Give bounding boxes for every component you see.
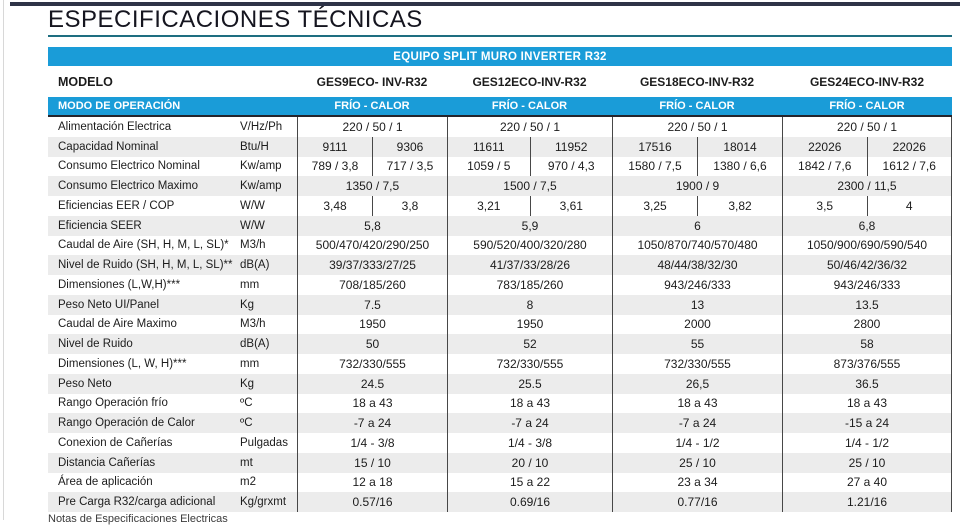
mode-value: FRÍO - CALOR — [334, 100, 410, 112]
spec-value-group — [612, 275, 782, 295]
spec-value: 1050/870/740/570/480 — [637, 238, 758, 253]
table-row — [48, 117, 952, 137]
spec-value-group — [782, 196, 952, 216]
spec-value-group — [447, 334, 612, 354]
spec-value-group — [447, 394, 612, 414]
spec-value-group — [297, 236, 447, 256]
table-banner: EQUIPO SPLIT MURO INVERTER R32 — [48, 47, 952, 66]
spec-row-label: Rango Operación de Calor — [58, 417, 195, 430]
spec-value-group — [447, 374, 612, 394]
spec-row-unit: mm — [240, 357, 260, 370]
spec-value: 7.5 — [364, 297, 381, 312]
table-row — [48, 394, 952, 414]
spec-value-group — [297, 275, 447, 295]
spec-value: 970 / 4,3 — [530, 157, 613, 177]
spec-value-group — [297, 315, 447, 335]
spec-value: 220 / 50 / 1 — [667, 119, 728, 134]
spec-row-unit: Kw/amp — [240, 160, 282, 173]
spec-value: 2300 / 11,5 — [837, 179, 897, 194]
table-row — [48, 157, 952, 177]
spec-value: 22026 — [867, 137, 952, 157]
model-name-ges18: GES18ECO-INV-R32 — [639, 74, 755, 89]
spec-value: 590/520/400/320/280 — [473, 238, 587, 253]
spec-value: 25 / 10 — [679, 455, 716, 470]
spec-value: 4 — [867, 196, 952, 216]
spec-value-group — [612, 433, 782, 453]
footnote: Notas de Especificaciones Electricas — [48, 513, 228, 525]
spec-value-group — [612, 413, 782, 433]
spec-value-group — [297, 433, 447, 453]
spec-row-label: Eficiencia SEER — [58, 219, 142, 232]
spec-value: 2000 — [684, 317, 711, 332]
table-row — [48, 334, 952, 354]
spec-value-group — [782, 492, 952, 512]
spec-rows — [48, 117, 952, 512]
spec-value: 732/330/555 — [496, 356, 564, 371]
spec-row-label: Caudal de Aire Maximo — [58, 318, 177, 331]
spec-value: 9111 — [322, 139, 348, 154]
spec-row-label: Consumo Electrico Nominal — [58, 160, 200, 173]
spec-value: 18 a 43 — [352, 396, 393, 411]
spec-value-group — [447, 413, 612, 433]
spec-value: 36.5 — [855, 376, 879, 391]
spec-value: 1950 — [516, 317, 544, 332]
spec-row-label: Eficiencias EER / COP — [58, 199, 175, 212]
spec-value-group — [782, 236, 952, 256]
spec-value: 50 — [365, 337, 380, 352]
spec-value: 0.57/16 — [352, 495, 393, 510]
spec-value: 1/4 - 3/8 — [350, 435, 395, 450]
spec-row-label: Capacidad Nominal — [58, 140, 159, 153]
spec-row-unit: V/Hz/Ph — [240, 120, 283, 133]
spec-row-unit: m2 — [240, 476, 256, 489]
spec-value: 20 / 10 — [511, 455, 549, 470]
spec-value-group — [782, 394, 952, 414]
spec-value: 1612 / 7,6 — [867, 157, 952, 177]
spec-value-group — [782, 315, 952, 335]
spec-value-group — [612, 473, 782, 493]
spec-row-unit: Kg — [240, 298, 255, 311]
spec-row-label: Peso Neto UI/Panel — [58, 298, 160, 311]
spec-row-label: Alimentación Electrica — [58, 120, 172, 133]
spec-value-group — [297, 117, 447, 137]
spec-value-group — [447, 275, 612, 295]
mode-value: FRÍO - CALOR — [659, 100, 735, 112]
spec-value: 1842 / 7,6 — [798, 159, 852, 174]
spec-row-label: Nivel de Ruido — [58, 338, 133, 351]
table-row — [48, 492, 952, 512]
spec-value: 22026 — [808, 139, 842, 154]
spec-value-group — [782, 137, 952, 157]
spec-value-group — [297, 295, 447, 315]
spec-value-group — [447, 216, 612, 236]
spec-value-group — [782, 354, 952, 374]
table-row — [48, 236, 952, 256]
spec-value-group — [297, 137, 447, 157]
spec-value: 1350 / 7,5 — [345, 179, 400, 194]
spec-value: 220 / 50 / 1 — [499, 119, 561, 134]
spec-value-group — [612, 492, 782, 512]
spec-value: 58 — [860, 337, 874, 352]
spec-row-unit: mt — [240, 456, 253, 469]
spec-row-unit: ºC — [240, 397, 253, 410]
spec-value: 5,8 — [364, 218, 381, 233]
spec-value: 41/37/33/28/26 — [489, 258, 571, 273]
table-row — [48, 473, 952, 493]
spec-value-group — [612, 453, 782, 473]
spec-value: 783/185/260 — [496, 277, 564, 292]
spec-value-group — [447, 295, 612, 315]
spec-value-group — [297, 334, 447, 354]
spec-value: 23 a 34 — [677, 475, 718, 490]
spec-value: 1/4 - 1/2 — [675, 435, 720, 450]
spec-value: 6,8 — [858, 218, 876, 233]
spec-value: 1/4 - 1/2 — [844, 435, 890, 450]
spec-value-group — [447, 117, 612, 137]
spec-row-unit: Kw/amp — [240, 180, 282, 193]
table-row — [48, 433, 952, 453]
title-underline — [48, 35, 952, 37]
spec-value: 1580 / 7,5 — [628, 159, 682, 174]
spec-row-label: Conexion de Cañerías — [58, 436, 173, 449]
table-row — [48, 255, 952, 275]
spec-value: 1050/900/690/590/540 — [806, 238, 928, 253]
spec-value-group — [612, 236, 782, 256]
spec-value: 3,61 — [530, 196, 613, 216]
spec-value: 220 / 50 / 1 — [342, 119, 403, 134]
table-row — [48, 453, 952, 473]
spec-value: 1500 / 7,5 — [503, 179, 557, 194]
spec-row-label: Peso Neto — [58, 377, 112, 390]
spec-value-group — [782, 216, 952, 236]
spec-value-group — [782, 334, 952, 354]
spec-value-group — [447, 473, 612, 493]
spec-row-unit: dB(A) — [240, 338, 270, 351]
spec-row-label: Dimensiones (L,W,H)*** — [58, 278, 181, 291]
spec-value-group — [782, 176, 952, 196]
spec-value: 15 a 22 — [509, 475, 551, 490]
spec-value: 52 — [523, 337, 537, 352]
spec-value-group — [297, 216, 447, 236]
spec-row-label: Área de aplicación — [58, 476, 153, 489]
spec-value-group — [612, 255, 782, 275]
spec-value: 13 — [690, 297, 705, 312]
spec-row-unit: M3/h — [240, 239, 266, 252]
spec-value-group — [612, 354, 782, 374]
spec-value: 27 a 40 — [846, 475, 888, 490]
spec-value-group — [782, 473, 952, 493]
spec-value: 9306 — [372, 137, 447, 157]
spec-value-group — [297, 473, 447, 493]
spec-value: 943/246/333 — [664, 277, 731, 292]
table-row — [48, 137, 952, 157]
spec-value-group — [612, 315, 782, 335]
spec-value-group — [782, 157, 952, 177]
spec-row-unit: Pulgadas — [240, 436, 288, 449]
model-name-ges12: GES12ECO-INV-R32 — [472, 74, 587, 89]
table-row — [48, 196, 952, 216]
spec-value: 8 — [526, 297, 534, 312]
mode-value: FRÍO - CALOR — [829, 100, 905, 112]
spec-value-group — [447, 137, 612, 157]
spec-value: 1059 / 5 — [467, 159, 511, 174]
spec-row-unit: dB(A) — [240, 259, 270, 272]
spec-value-group — [297, 413, 447, 433]
spec-value: 732/330/555 — [664, 356, 731, 371]
spec-value: 220 / 50 / 1 — [836, 119, 898, 134]
spec-value-group — [612, 216, 782, 236]
spec-value: 13.5 — [855, 297, 879, 312]
spec-value-group — [447, 157, 612, 177]
spec-row-unit: Kg/grxmt — [240, 496, 287, 509]
spec-value-group — [297, 176, 447, 196]
spec-value: 6 — [694, 218, 701, 233]
spec-value-group — [447, 492, 612, 512]
table-row — [48, 315, 952, 335]
spec-value: 3,48 — [323, 198, 347, 213]
spec-value: 708/185/260 — [339, 277, 406, 292]
page-left-edge — [3, 0, 4, 520]
spec-value: 3,5 — [816, 198, 834, 213]
spec-value-group — [612, 196, 782, 216]
spec-value: 3,21 — [477, 198, 501, 213]
spec-value-group — [447, 196, 612, 216]
spec-value-group — [782, 413, 952, 433]
spec-value: -7 a 24 — [678, 416, 717, 431]
spec-value-group — [782, 117, 952, 137]
mode-value: FRÍO - CALOR — [491, 100, 568, 112]
spec-row-label: Rango Operación frío — [58, 397, 168, 410]
spec-value-group — [447, 176, 612, 196]
spec-value-group — [447, 236, 612, 256]
spec-value: 26,5 — [685, 376, 710, 391]
table-row — [48, 216, 952, 236]
spec-value-group — [447, 315, 612, 335]
spec-value: 1900 / 9 — [675, 179, 720, 194]
spec-value: 3,8 — [372, 196, 447, 216]
spec-row-unit: mm — [240, 278, 260, 291]
spec-value-group — [297, 157, 447, 177]
spec-value: 11952 — [530, 137, 613, 157]
spec-value: 11611 — [472, 139, 505, 154]
spec-value-group — [447, 255, 612, 275]
spec-row-label: Consumo Electrico Maximo — [58, 180, 198, 193]
spec-value: 18 a 43 — [846, 396, 888, 411]
spec-value-group — [782, 453, 952, 473]
spec-value-group — [297, 492, 447, 512]
spec-value: 1950 — [359, 317, 386, 332]
spec-value: 18014 — [697, 137, 782, 157]
spec-value-group — [297, 196, 447, 216]
model-header-row — [48, 66, 952, 97]
spec-value: -7 a 24 — [511, 416, 549, 431]
spec-value-group — [297, 354, 447, 374]
spec-value: 25.5 — [518, 376, 542, 391]
spec-value-group — [297, 453, 447, 473]
spec-value: 18 a 43 — [677, 396, 718, 411]
spec-value: 3,25 — [643, 198, 667, 213]
spec-row-unit: W/W — [240, 199, 265, 212]
spec-row-unit: Btu/H — [240, 140, 269, 153]
spec-row-unit: M3/h — [240, 318, 266, 331]
spec-value-group — [297, 374, 447, 394]
spec-value: 25 / 10 — [848, 455, 886, 470]
spec-row-label: Dimensiones (L, W, H)*** — [58, 357, 187, 370]
spec-value-group — [447, 453, 612, 473]
spec-value: 2800 — [853, 317, 881, 332]
spec-row-label: Caudal de Aire (SH, H, M, L, SL)* — [58, 239, 229, 252]
spec-value: 3,82 — [697, 196, 782, 216]
model-name-ges24: GES24ECO-INV-R32 — [809, 74, 925, 89]
table-row — [48, 275, 952, 295]
spec-value-group — [612, 334, 782, 354]
spec-value: 732/330/555 — [339, 356, 406, 371]
spec-value: 48/44/38/32/30 — [657, 258, 738, 273]
spec-value: 55 — [690, 337, 705, 352]
spec-value: 15 / 10 — [354, 455, 391, 470]
spec-value: -15 a 24 — [844, 416, 890, 431]
spec-value: 717 / 3,5 — [372, 157, 447, 177]
table-row — [48, 374, 952, 394]
spec-value: 24.5 — [360, 376, 385, 391]
spec-value: 873/376/555 — [833, 356, 901, 371]
table-row — [48, 354, 952, 374]
spec-value: 39/37/333/27/25 — [329, 258, 416, 273]
spec-value-group — [612, 394, 782, 414]
spec-value-group — [782, 255, 952, 275]
spec-value-group — [782, 295, 952, 315]
mode-header-row — [48, 97, 952, 115]
spec-value-group — [612, 157, 782, 177]
spec-row-unit: ºC — [240, 417, 253, 430]
spec-value: 1.21/16 — [846, 495, 888, 510]
spec-row-label: Nivel de Ruido (SH, H, M, L, SL)** — [58, 259, 233, 272]
spec-row-label: Pre Carga R32/carga adicional — [58, 496, 216, 509]
spec-value: 943/246/333 — [833, 277, 901, 292]
spec-value: 1/4 - 3/8 — [507, 435, 553, 450]
spec-value: 500/470/420/290/250 — [315, 238, 430, 253]
page-title: ESPECIFICACIONES TÉCNICAS — [48, 6, 423, 33]
spec-value-group — [447, 354, 612, 374]
spec-row-unit: W/W — [240, 219, 265, 232]
spec-value: 17516 — [638, 139, 672, 154]
spec-value-group — [297, 394, 447, 414]
spec-value-group — [612, 374, 782, 394]
spec-row-label: Distancia Cañerías — [58, 456, 156, 469]
spec-sheet — [48, 0, 952, 512]
spec-value: 789 / 3,8 — [311, 159, 359, 174]
spec-value-group — [612, 295, 782, 315]
spec-value: 0.77/16 — [677, 495, 718, 510]
spec-value: 50/46/42/36/32 — [826, 258, 908, 273]
spec-value: 18 a 43 — [509, 396, 551, 411]
spec-value: -7 a 24 — [353, 416, 392, 431]
spec-value: 1380 / 6,6 — [697, 157, 782, 177]
spec-value-group — [612, 137, 782, 157]
spec-value-group — [447, 433, 612, 453]
table-row — [48, 413, 952, 433]
spec-value: 0.69/16 — [509, 495, 551, 510]
spec-value: 12 a 18 — [352, 475, 393, 490]
spec-value-group — [782, 374, 952, 394]
spec-value: 5,9 — [521, 218, 539, 233]
table-row — [48, 176, 952, 196]
model-name-ges9: GES9ECO- INV-R32 — [316, 74, 428, 89]
model-row-label: MODELO — [58, 74, 113, 89]
spec-value-group — [612, 117, 782, 137]
spec-value-group — [782, 433, 952, 453]
mode-row-label: MODO DE OPERACIÓN — [58, 100, 181, 112]
spec-row-unit: Kg — [240, 377, 255, 390]
table-row — [48, 295, 952, 315]
spec-value-group — [782, 275, 952, 295]
spec-value-group — [612, 176, 782, 196]
spec-value-group — [297, 255, 447, 275]
